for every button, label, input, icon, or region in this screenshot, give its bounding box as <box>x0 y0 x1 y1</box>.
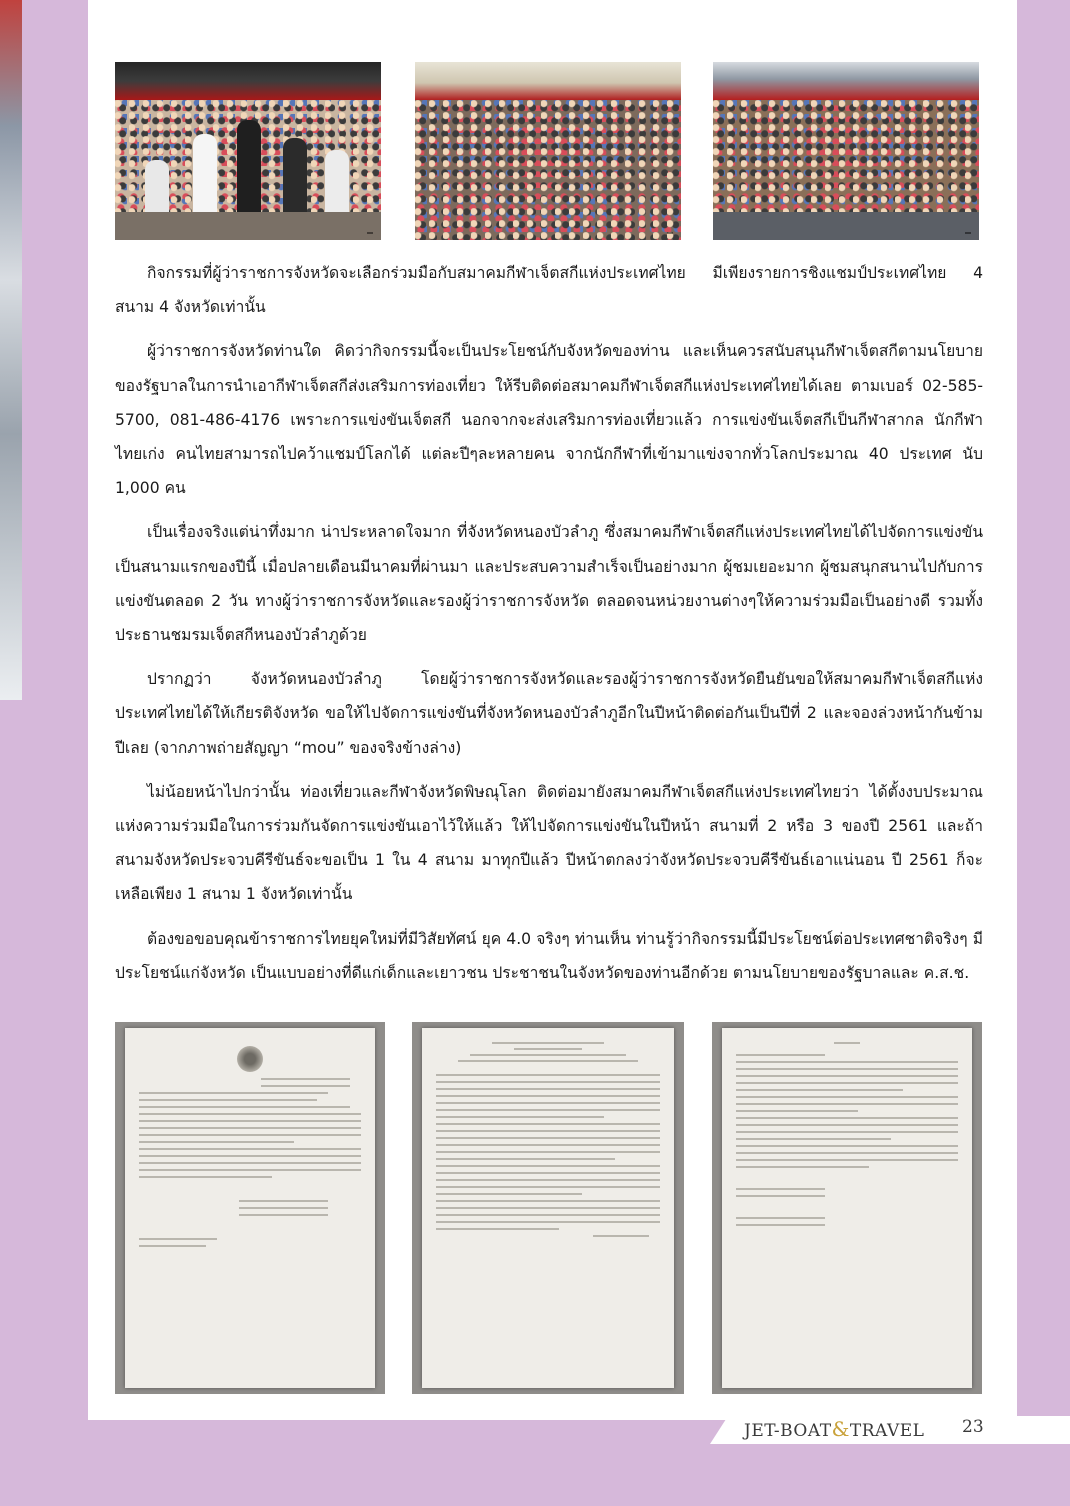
paragraph: ปรากฏว่า จังหวัดหนองบัวลำภู โดยผู้ว่าราชการจังหวัดและรองผู้ว่าราชการจังหวัดยืนยันขอให้สมาคมกีฬาเจ็ตสกีแห่งประเทศไทยได้ให้เกียรติจังหวัด ขอให้ไปจัดการแข่งขันที่จังหวัดหนองบัวลำภูอีกในปีหน้าติดต่อกันเป็นปีที่ 2 และจองล่วงหน้ากันข้ามปีเลย (จากภาพถ่ายสัญญา “mou” ของจริงข้างล่าง) <box>115 670 983 757</box>
page-number: 23 <box>962 1417 984 1437</box>
mou-document-photo-2 <box>412 1022 684 1394</box>
paragraph: เป็นเรื่องจริงแต่น่าทึ่งมาก น่าประหลาดใจมาก ที่จังหวัดหนองบัวลำภู ซึ่งสมาคมกีฬาเจ็ตสกีแห่งประเทศไทยได้ไปจัดการแข่งขันเป็นสนามแรกของปีนี้ เมื่อปลายเดือนมีนาคมที่ผ่านมา และประสบความสำเร็จเป็นอย่างมาก ผู้ชมเยอะมาก ผู้ชมสนุกสนานไปกับการแข่งขันตลอด 2 วัน ทางผู้ว่าราชการจังหวัดและรองผู้ว่าราชการจังหวัด ตลอดจนหน่วยงานต่างๆให้ความร่วมมือเป็นอย่างดี รวมทั้งประธานชมรมเจ็ตสกีหนองบัวลำภูด้วย <box>115 523 983 645</box>
magazine-title-right: TRAVEL <box>849 1421 925 1441</box>
photo-grandstand-crowd <box>415 62 681 240</box>
paragraph: ไม่น้อยหน้าไปกว่านั้น ท่องเที่ยวและกีฬาจังหวัดพิษณุโลก ติดต่อมายังสมาคมกีฬาเจ็ตสกีแห่งประเทศไทยว่า ได้ตั้งงบประมาณแห่งความร่วมมือในการร่วมกันจัดการแข่งขันเอาไว้ให้แล้ว ให้ไปจัดการแข่งขันในปีหน้า สนามที่ 2 หรือ 3 ของปี 2561 และถ้าสนามจังหวัดประจวบคีรีขันธ์จะขอเป็น 1 ใน 4 สนาม มาทุกปีแล้ว ปีหน้าตกลงว่าจังหวัดประจวบคีรีขันธ์เอาแน่นอน ปี 2561 ก็จะเหลือเพียง 1 สนาม 1 จังหวัดเท่านั้น <box>115 782 983 904</box>
mou-document-photo-3 <box>712 1022 982 1394</box>
photo-watermark <box>667 232 673 234</box>
garuda-emblem-icon <box>237 1046 263 1072</box>
magazine-title <box>744 1417 924 1441</box>
paragraph: กิจกรรมที่ผู้ว่าราชการจังหวัดจะเลือกร่วมมือกับสมาคมกีฬาเจ็ตสกีแห่งประเทศไทย มีเพียงรายการชิงแชมป์ประเทศไทย 4 สนาม 4 จังหวัดเท่านั้น <box>115 264 983 317</box>
mou-document-photo-1 <box>115 1022 385 1394</box>
magazine-title-ampersand: & <box>831 1417 850 1441</box>
paragraph: ผู้ว่าราชการจังหวัดท่านใด คิดว่ากิจกรรมนี้จะเป็นประโยชน์กับจังหวัดของท่าน และเห็นควรสนับสนุนกีฬาเจ็ตสกีตามนโยบายของรัฐบาลในการนำเอากีฬาเจ็ตสกีส่งเสริมการท่องเที่ยว ให้รีบติดต่อสมาคมกีฬาเจ็ตสกีแห่งประเทศไทยได้เลย ตามเบอร์ 02-585-5700, 081-486-4176 เพราะการแข่งขันเจ็ตสกี นอกจากจะส่งเสริมการท่องเที่ยวแล้ว การแข่งขันเจ็ตสกีเป็นกีฬาสากล นักกีฬาไทยเก่ง คนไทยสามารถไปคว้าแชมป์โลกได้ แต่ละปีๆละหลายคน จากนักกีฬาที่เข้ามาแข่งจากทั่วโลกประมาณ 40 ประเทศ นับ 1,000 คน <box>115 342 983 498</box>
photo-spectator-stand <box>713 62 979 240</box>
photo-watermark <box>367 232 373 234</box>
article-body <box>115 256 983 1000</box>
photo-podium-ceremony <box>115 62 381 240</box>
left-edge-photo-strip <box>0 0 22 700</box>
paragraph: ต้องขอขอบคุณข้าราชการไทยยุคใหม่ที่มีวิสัยทัศน์ ยุค 4.0 จริงๆ ท่านเห็น ท่านรู้ว่ากิจกรรมนี้มีประโยชน์ต่อประเทศชาติจริงๆ มีประโยชน์แก่จังหวัด เป็นแบบอย่างที่ดีแก่เด็กและเยาวชน ประชาชนในจังหวัดของท่านอีกด้วย ตามนโยบายของรัฐบาลและ ค.ส.ช. <box>115 929 983 982</box>
magazine-title-left: JET-BOAT <box>744 1421 832 1441</box>
photo-watermark <box>965 232 971 234</box>
